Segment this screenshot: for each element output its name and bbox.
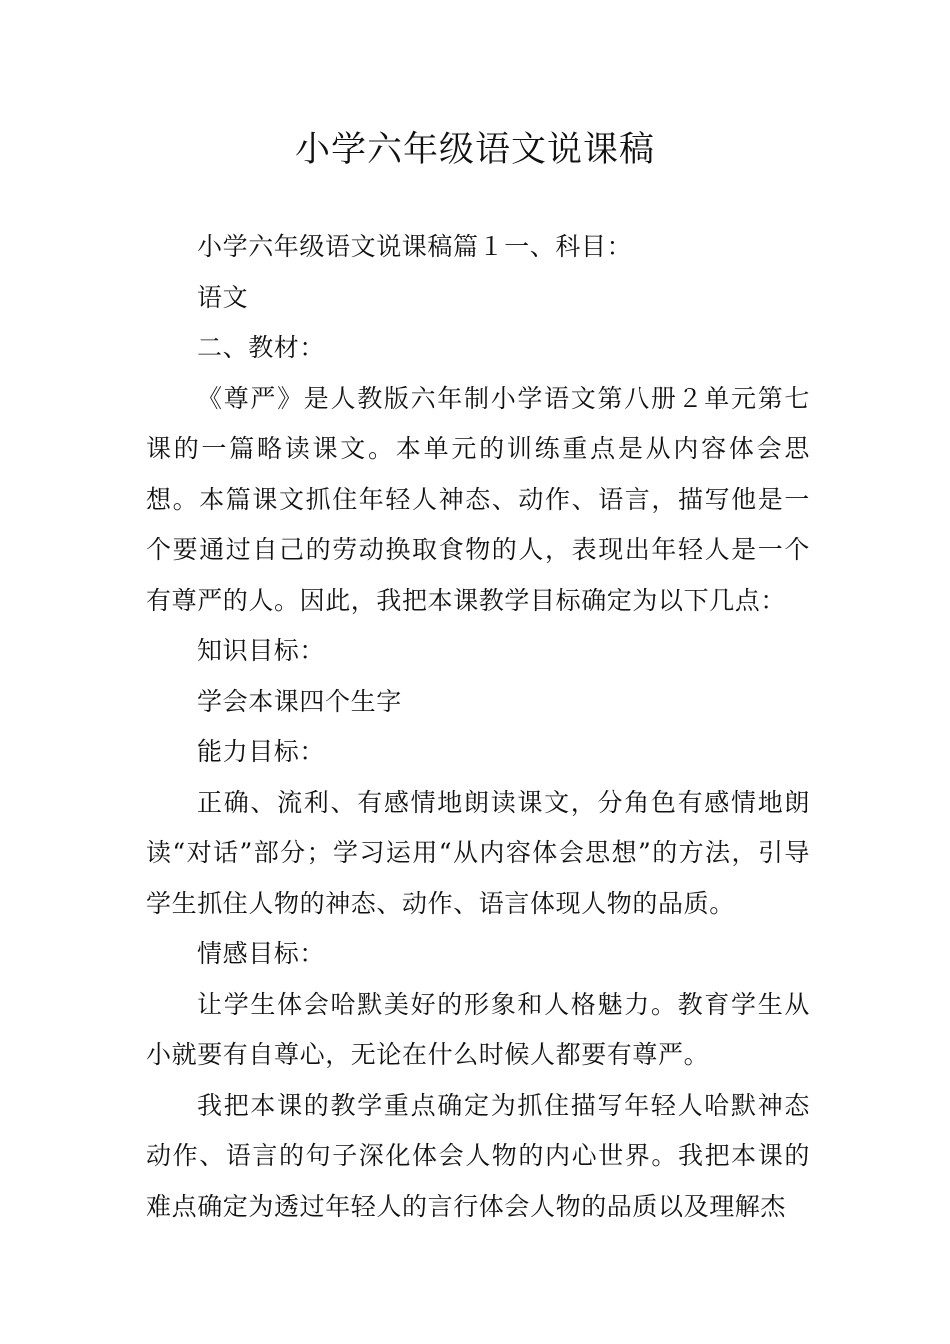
paragraph-knowledge-goal-heading: 知识目标： — [197, 636, 326, 665]
paragraph-emotion-goal-heading: 情感目标： — [197, 939, 326, 968]
paragraph-emotion-goal: 让学生体会哈默美好的形象和人格魅力。教育学生从小就要有自尊心，无论在什么时候人都要有尊严。 — [146, 989, 810, 1069]
paragraph-textbook-description: 《尊严》是人教版六年制小学语文第八册２单元第七课的一篇略读课文。本单元的训练重点是从内容体会思想。本篇课文抓住年轻人神态、动作、语言，描写他是一个要通过自己的劳动换取食物的人，表现出年轻人是一个有尊严的人。因此，我把本课教学目标确定为以下几点： — [146, 383, 810, 615]
paragraph-ability-goal: 正确、流利、有感情地朗读课文，分角色有感情地朗读“对话”部分；学习运用“从内容体会思想”的方法，引导学生抓住人物的神态、动作、语言体现人物的品质。 — [146, 787, 810, 918]
paragraph-ability-goal-heading: 能力目标： — [197, 737, 326, 766]
paragraph-key-points: 我把本课的教学重点确定为抓住描写年轻人哈默神态动作、语言的句子深化体会人物的内心世界。我把本课的难点确定为透过年轻人的言行体会人物的品质以及理解杰 — [146, 1090, 810, 1221]
paragraph-intro: 小学六年级语文说课稿篇１一、科目： — [197, 232, 633, 261]
document-title: 小学六年级语文说课稿 — [294, 130, 655, 170]
document-body — [146, 222, 810, 1232]
paragraph-knowledge-goal: 学会本课四个生字 — [197, 686, 402, 716]
paragraph-subject: 语文 — [197, 282, 249, 312]
paragraph-textbook-heading: 二、教材： — [197, 333, 326, 362]
